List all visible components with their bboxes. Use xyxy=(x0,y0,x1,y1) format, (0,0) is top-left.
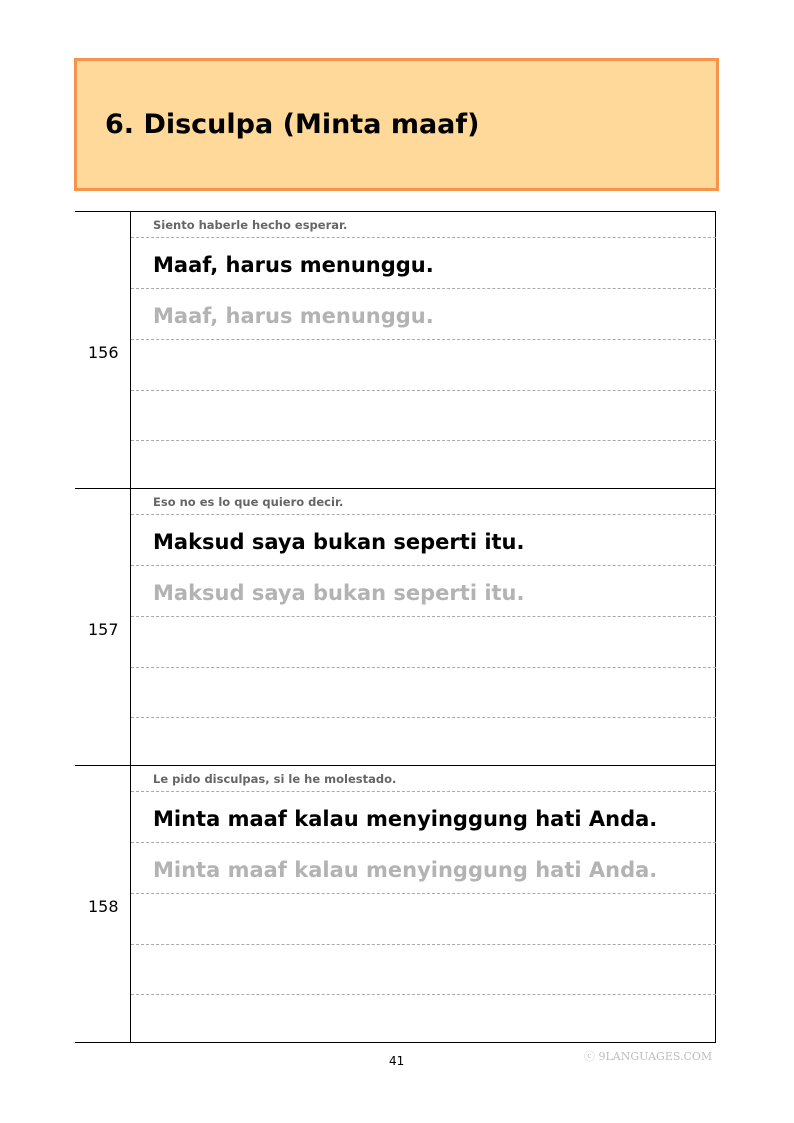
writing-line[interactable] xyxy=(131,994,716,1044)
writing-line[interactable] xyxy=(131,944,716,995)
number-column xyxy=(75,489,131,766)
sentence-number: 156 xyxy=(88,343,119,362)
trace-sentence: Minta maaf kalau menyinggung hati Anda. xyxy=(153,858,658,882)
source-sentence: Le pido disculpas, si le he molestado. xyxy=(153,772,397,786)
source-line xyxy=(131,489,716,515)
copyright-notice: ⓒ 9LANGUAGES.COM xyxy=(584,1050,713,1063)
target-line xyxy=(131,792,716,843)
writing-line[interactable] xyxy=(131,617,716,668)
target-line xyxy=(131,238,716,289)
writing-line[interactable] xyxy=(131,667,716,718)
section-title-box xyxy=(74,58,719,191)
trace-sentence: Maaf, harus menunggu. xyxy=(153,304,434,328)
trace-line xyxy=(131,289,716,340)
source-sentence: Siento haberle hecho esperar. xyxy=(153,218,348,232)
trace-line xyxy=(131,566,716,617)
target-sentence: Maksud saya bukan seperti itu. xyxy=(153,530,525,554)
practice-sheet xyxy=(75,211,716,1042)
target-sentence: Minta maaf kalau menyinggung hati Anda. xyxy=(153,807,658,831)
source-line xyxy=(131,766,716,792)
sentence-number: 158 xyxy=(88,897,119,916)
practice-block xyxy=(75,489,716,766)
practice-block xyxy=(75,212,716,489)
source-sentence: Eso no es lo que quiero decir. xyxy=(153,495,344,509)
writing-line[interactable] xyxy=(131,390,716,441)
trace-line xyxy=(131,843,716,894)
number-column xyxy=(75,766,131,1043)
page-title: 6. Disculpa (Minta maaf) xyxy=(105,109,480,140)
target-sentence: Maaf, harus menunggu. xyxy=(153,253,434,277)
number-column xyxy=(75,212,131,489)
writing-line[interactable] xyxy=(131,440,716,490)
target-line xyxy=(131,515,716,566)
writing-line[interactable] xyxy=(131,717,716,767)
sentence-number: 157 xyxy=(88,620,119,639)
trace-sentence: Maksud saya bukan seperti itu. xyxy=(153,581,525,605)
practice-block xyxy=(75,766,716,1043)
writing-line[interactable] xyxy=(131,340,716,391)
writing-line[interactable] xyxy=(131,894,716,945)
block-divider xyxy=(75,1042,716,1043)
source-line xyxy=(131,212,716,238)
page-number: 41 xyxy=(389,1054,405,1068)
